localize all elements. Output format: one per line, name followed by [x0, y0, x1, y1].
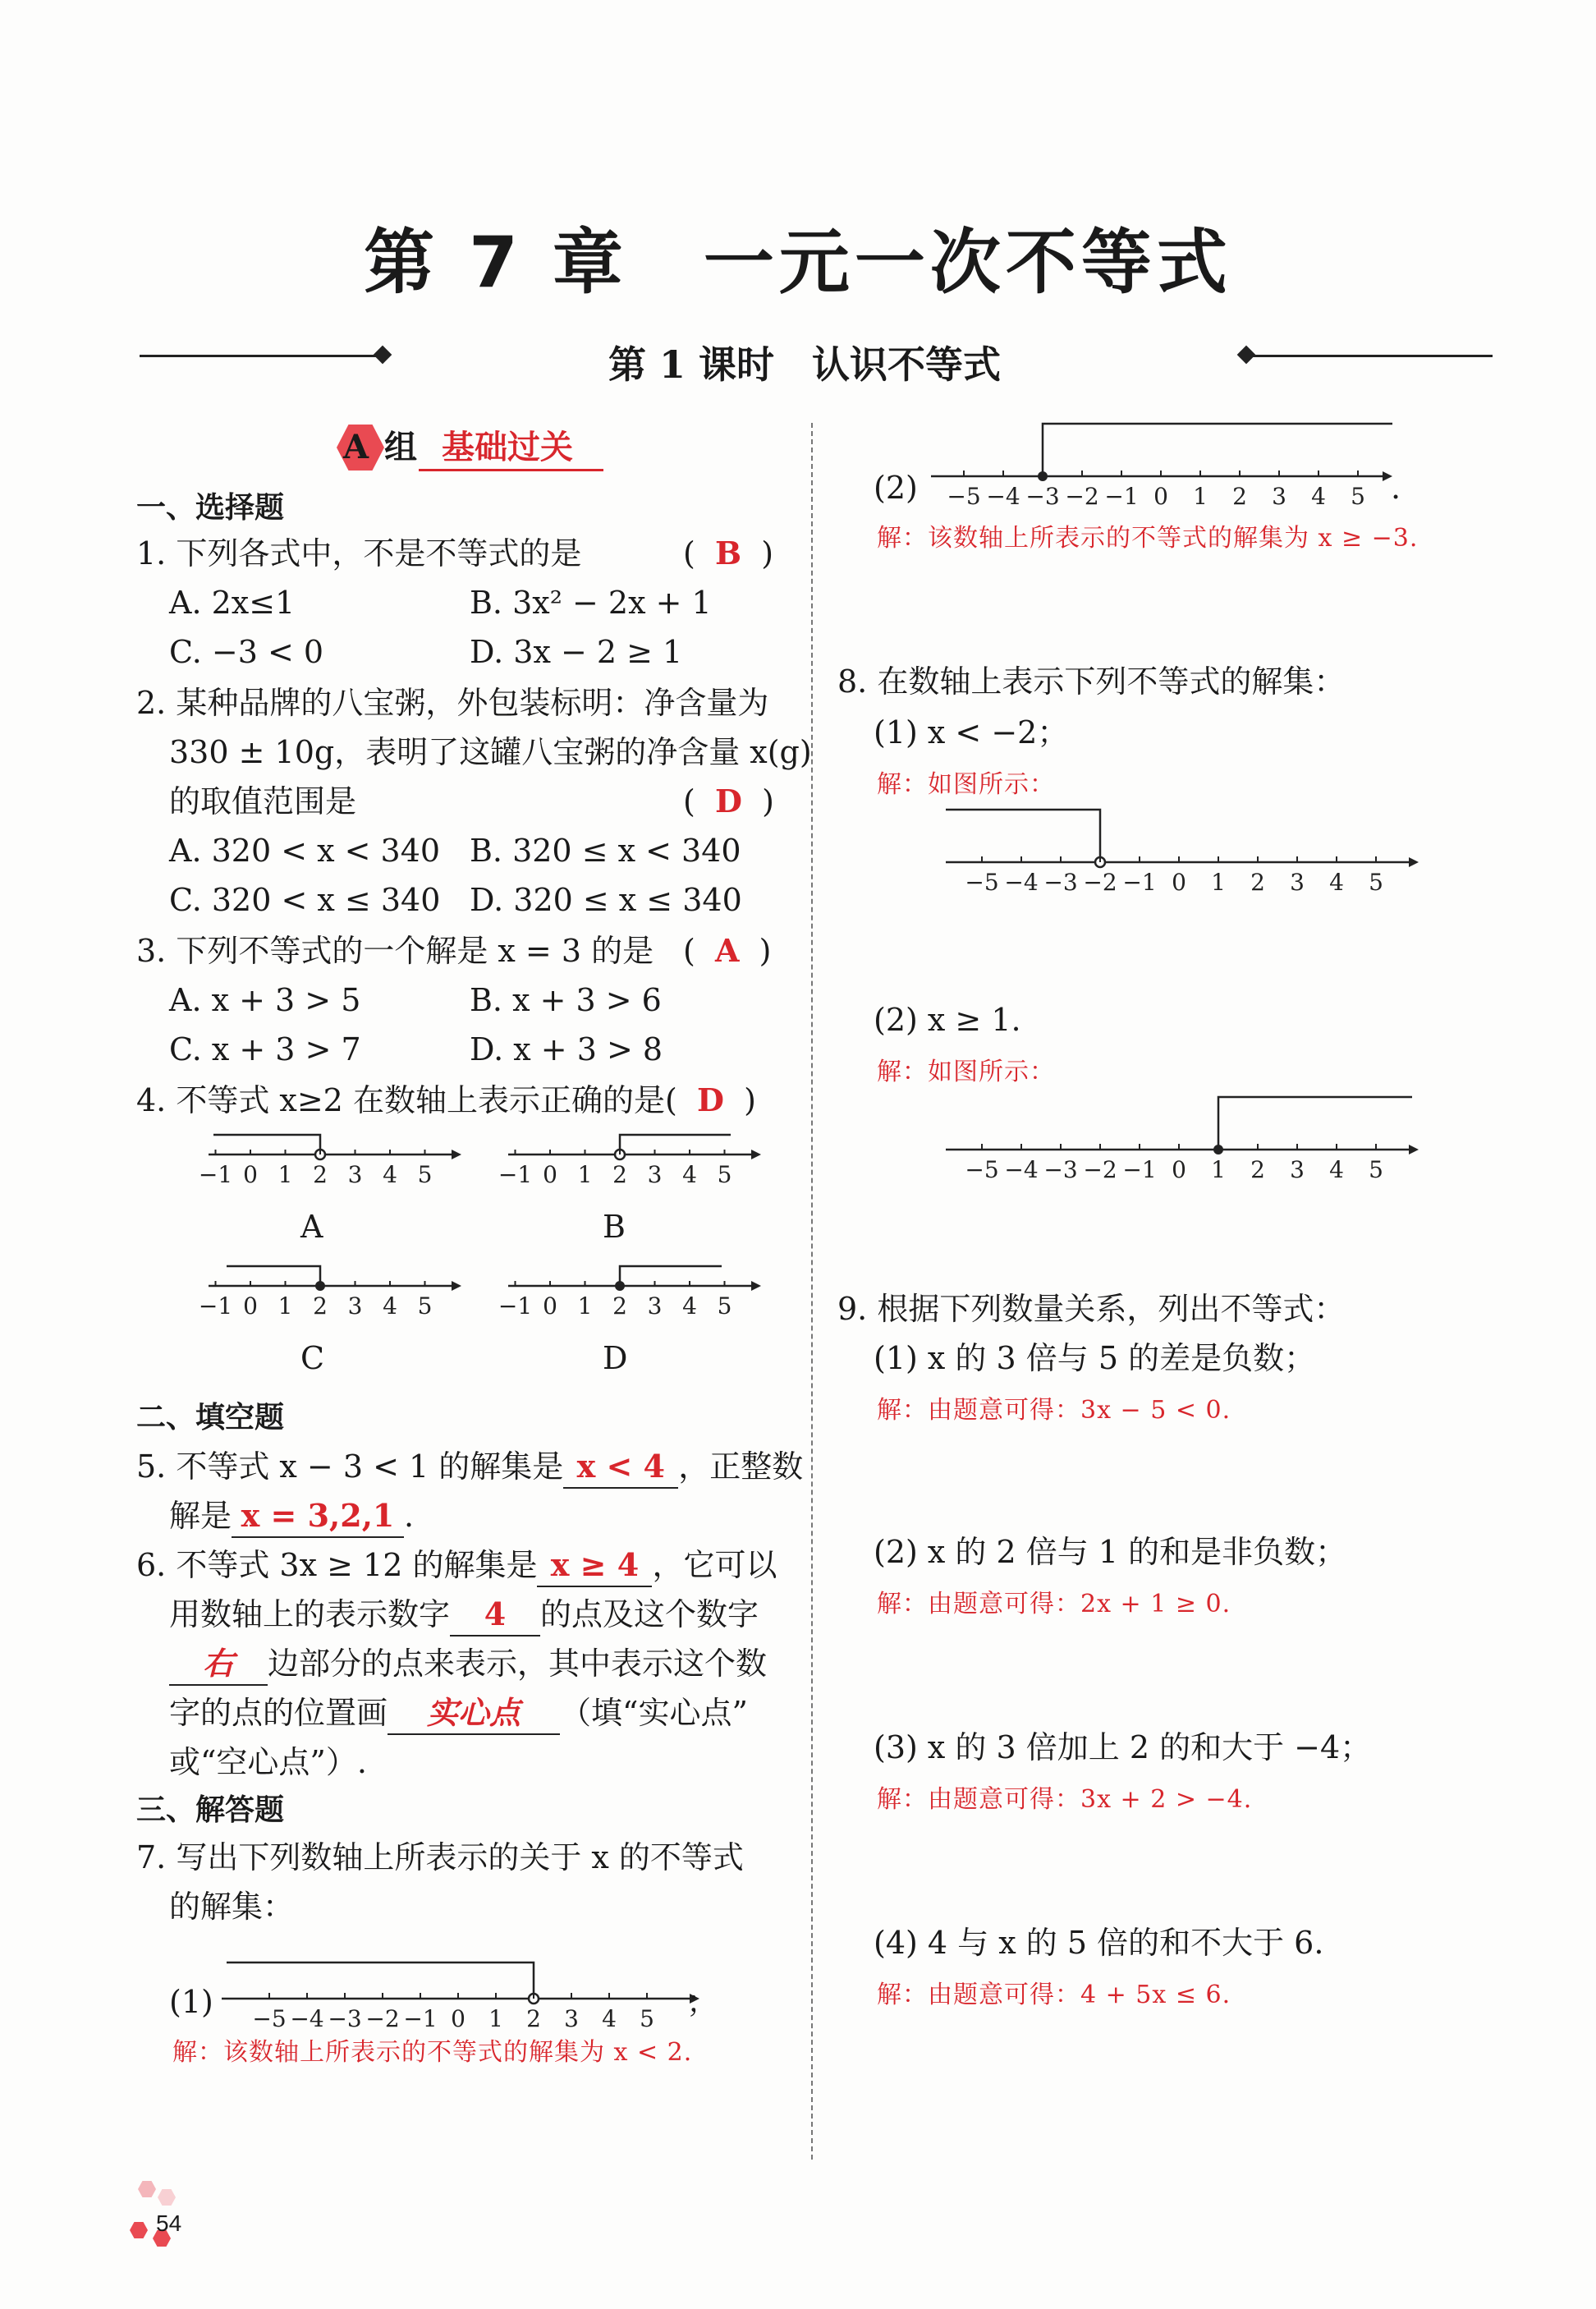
q6-pre: 6. 不等式 3x ≥ 12 的解集是 — [136, 1547, 538, 1583]
q4d-ray — [620, 1266, 722, 1286]
tick-label: −4 — [290, 2005, 324, 2032]
tick-label: 2 — [612, 1292, 627, 1320]
q4-numberline-b — [498, 1125, 759, 1191]
tick-label: 3 — [347, 1292, 363, 1320]
q4-answer: D — [696, 1081, 724, 1118]
tick-label: −1 — [198, 1292, 233, 1320]
q1-option-d: D. 3x − 2 ≥ 1 — [470, 634, 683, 670]
tick-label: −1 — [1104, 483, 1139, 510]
tick-label: 3 — [1290, 869, 1305, 896]
tick-label: 3 — [1290, 1156, 1305, 1183]
q8-numberline-1 — [941, 796, 1425, 896]
tick-label: 5 — [717, 1292, 732, 1320]
tick-label: 1 — [277, 1292, 293, 1320]
q8-part2: (2) x ≥ 1. — [874, 1002, 1021, 1038]
q7-line1: 7. 写出下列数轴上所表示的关于 x 的不等式 — [136, 1839, 744, 1875]
q7-numberline-2 — [924, 411, 1409, 510]
tick-label: 3 — [647, 1292, 663, 1320]
q4c-arrow — [452, 1281, 461, 1291]
q1-stem: 1. 下列各式中，不是不等式的是 — [136, 535, 582, 572]
tick-label: −3 — [328, 2005, 362, 2032]
q8-1-ray — [946, 810, 1100, 862]
tick-label: 2 — [1232, 483, 1247, 510]
q6-line1 — [136, 1540, 777, 1590]
tick-label: −2 — [1083, 869, 1117, 896]
q4c-ray — [227, 1266, 320, 1286]
tick-label: −2 — [1083, 1156, 1117, 1183]
tick-label: 4 — [602, 2005, 617, 2032]
lesson-rule-left — [140, 355, 386, 357]
q1-option-a: A. 2x≤1 — [169, 585, 296, 621]
q7-numberline-1 — [215, 1930, 699, 2032]
q3-stem: 3. 下列不等式的一个解是 x = 3 的是 — [136, 933, 654, 969]
q9-part3: (3) x 的 3 倍加上 2 的和大于 −4； — [874, 1729, 1372, 1765]
q4-label-c: C — [300, 1340, 325, 1376]
tick-label: 1 — [1193, 483, 1208, 510]
q7-part1-label: (1) — [169, 1984, 213, 2020]
section-fill: 二、填空题 — [136, 1401, 285, 1435]
q3-answer-paren: ( A ) — [683, 932, 772, 969]
tick-label: 5 — [417, 1161, 433, 1188]
q8-part1: (1) x < −2； — [874, 714, 1069, 751]
tick-label: −4 — [986, 483, 1020, 510]
q3-answer: A — [714, 932, 740, 969]
q4b-ray — [620, 1135, 731, 1154]
group-underline — [419, 469, 603, 471]
tick-label: −5 — [965, 1156, 999, 1183]
q9-part1: (1) x 的 3 倍与 5 的差是负数； — [874, 1340, 1316, 1376]
q6-line5: 或“空心点”）. — [169, 1744, 367, 1780]
hex-3 — [130, 2222, 148, 2238]
q5-line1 — [136, 1442, 803, 1491]
q2-line3: 的取值范围是 — [169, 783, 357, 819]
tick-label: 4 — [1329, 869, 1344, 896]
q4-stem — [136, 1076, 756, 1125]
tick-label: 5 — [717, 1161, 732, 1188]
tick-label: −2 — [1065, 483, 1099, 510]
tick-label: 2 — [526, 2005, 541, 2032]
tick-label: 3 — [647, 1161, 663, 1188]
q8-hint1: 解：如图所示： — [877, 770, 1055, 799]
q7-line2: 的解集： — [169, 1889, 295, 1925]
q6-l4a: 字的点的位置画 — [169, 1695, 388, 1731]
q4a-ray — [213, 1135, 320, 1154]
tick-label: −2 — [365, 2005, 400, 2032]
tick-label: 1 — [1211, 869, 1226, 896]
q4a-arrow — [452, 1150, 461, 1159]
q6-line4 — [169, 1688, 748, 1737]
tick-label: 4 — [682, 1292, 697, 1320]
tick-label: 1 — [277, 1161, 293, 1188]
tick-label: 2 — [313, 1292, 328, 1320]
tick-label: −1 — [498, 1161, 533, 1188]
q6-blank-direction: 右 — [169, 1643, 268, 1686]
q1-option-b: B. 3x² − 2x + 1 — [470, 585, 712, 621]
tick-label: 5 — [640, 2005, 654, 2032]
group-badge — [337, 423, 599, 472]
tick-label: 5 — [1369, 869, 1383, 896]
q6-line3 — [169, 1639, 767, 1688]
q4-numberline-c — [198, 1256, 460, 1322]
tick-label: 4 — [682, 1161, 697, 1188]
q2-option-c: C. 320 < x ≤ 340 — [169, 882, 441, 918]
page-number: 54 — [156, 2210, 182, 2236]
section-choice: 一、选择题 — [136, 491, 285, 525]
q6-l2b: 的点及这个数字 — [540, 1596, 759, 1632]
column-divider — [811, 423, 813, 2160]
tick-label: 5 — [1351, 483, 1365, 510]
q3-option-b: B. x + 3 > 6 — [470, 982, 662, 1018]
tick-label: 0 — [1172, 1156, 1186, 1183]
lesson-title: 第 1 课时 认识不等式 — [608, 342, 1002, 387]
q3-option-c: C. x + 3 > 7 — [169, 1031, 361, 1067]
tick-label: −1 — [1122, 869, 1157, 896]
tick-label: 4 — [383, 1161, 397, 1188]
q6-blank-dot: 实心点 — [388, 1692, 560, 1735]
q4-label-a: A — [300, 1209, 323, 1245]
q7-part1-end: ； — [686, 1984, 718, 2020]
q8-1-arrow — [1409, 857, 1419, 867]
tick-label: −3 — [1043, 869, 1078, 896]
section-solve: 三、解答题 — [136, 1793, 285, 1827]
q2-option-a: A. 320 < x < 340 — [169, 833, 441, 869]
group-letter: A — [343, 428, 369, 466]
tick-label: −1 — [498, 1292, 533, 1320]
q6-blank-number: 4 — [450, 1594, 540, 1636]
tick-label: 2 — [1250, 869, 1265, 896]
tick-label: 0 — [543, 1292, 557, 1320]
q5-pre: 5. 不等式 x − 3 < 1 的解集是 — [136, 1448, 564, 1485]
q4-numberline-a — [198, 1125, 460, 1191]
q4b-arrow — [751, 1150, 761, 1159]
q1-answer: B — [714, 535, 742, 572]
tick-label: −1 — [1122, 1156, 1157, 1183]
tick-label: 0 — [451, 2005, 466, 2032]
q6-l2a: 用数轴上的表示数字 — [169, 1596, 451, 1632]
q2-option-d: D. 320 ≤ x ≤ 340 — [470, 882, 742, 918]
q9-part4: (4) 4 与 x 的 5 倍的和不大于 6. — [874, 1925, 1324, 1961]
q2-line2: 330 ± 10g，表明了这罐八宝粥的净含量 x(g) — [169, 734, 812, 770]
tick-label: 2 — [313, 1161, 328, 1188]
tick-label: −4 — [1004, 869, 1039, 896]
tick-label: 1 — [1211, 1156, 1226, 1183]
q7-2-ray — [1043, 424, 1392, 476]
tick-label: 3 — [564, 2005, 579, 2032]
lesson-rule-right — [1246, 355, 1493, 357]
q5-end: . — [404, 1498, 415, 1534]
tick-label: 2 — [1250, 1156, 1265, 1183]
q7-hint2: 解：该数轴上所表示的不等式的解集为 x ≥ −3. — [877, 524, 1419, 553]
tick-label: 0 — [243, 1161, 258, 1188]
q6-mid: ，它可以 — [652, 1547, 777, 1583]
tick-label: −3 — [1043, 1156, 1078, 1183]
q5-mid: ，正整数 — [678, 1448, 804, 1485]
tick-label: 4 — [1329, 1156, 1344, 1183]
q7-part2-label: (2) — [874, 470, 918, 506]
q7-hint1: 解：该数轴上所表示的不等式的解集为 x < 2. — [172, 2038, 693, 2067]
tick-label: 2 — [612, 1161, 627, 1188]
tick-label: −4 — [1004, 1156, 1039, 1183]
tick-label: 3 — [1272, 483, 1286, 510]
tick-label: 1 — [577, 1292, 593, 1320]
group-label: 组 — [384, 428, 417, 466]
q3-option-d: D. x + 3 > 8 — [470, 1031, 663, 1067]
q4-label-b: B — [603, 1209, 626, 1245]
q8-2-arrow — [1409, 1145, 1419, 1154]
tick-label: 5 — [417, 1292, 433, 1320]
q8-2-ray — [1218, 1097, 1412, 1150]
q8-hint2: 解：如图所示： — [877, 1058, 1055, 1086]
q9-hint3: 解：由题意可得：3x + 2 > −4. — [877, 1785, 1253, 1814]
q9-part2: (2) x 的 2 倍与 1 的和是非负数； — [874, 1534, 1347, 1570]
q8-stem: 8. 在数轴上表示下列不等式的解集： — [837, 663, 1346, 700]
tick-label: 5 — [1369, 1156, 1383, 1183]
tick-label: 0 — [543, 1161, 557, 1188]
q6-l4b: （填“实心点” — [560, 1695, 748, 1731]
q4d-arrow — [751, 1281, 761, 1291]
lesson-rule-left-diamond — [374, 346, 392, 365]
tick-label: −1 — [403, 2005, 438, 2032]
tick-label: 4 — [383, 1292, 397, 1320]
tick-label: −5 — [965, 869, 999, 896]
q2-answer-paren: ( D ) — [683, 783, 774, 819]
q2-line1: 2. 某种品牌的八宝粥，外包装标明：净含量为 — [136, 685, 769, 721]
tick-label: 4 — [1311, 483, 1326, 510]
q4-numberline-d — [498, 1256, 759, 1322]
q1-option-c: C. −3 < 0 — [169, 634, 324, 670]
q6-blank-solution: x ≥ 4 — [537, 1545, 652, 1587]
q4-stem-text: 4. 不等式 x≥2 在数轴上表示正确的是( — [136, 1082, 677, 1118]
q8-numberline-2 — [941, 1084, 1425, 1183]
tick-label: −5 — [947, 483, 981, 510]
q9-stem: 9. 根据下列数量关系，列出不等式： — [837, 1291, 1346, 1327]
q7-part2-end: . — [1391, 470, 1401, 506]
q6-l3: 边部分的点来表示，其中表示这个数 — [268, 1646, 768, 1682]
q5-line2 — [169, 1491, 414, 1540]
tick-label: 1 — [488, 2005, 503, 2032]
chapter-title: 第 7 章 一元一次不等式 — [364, 222, 1232, 304]
q1-answer-paren: ( B ) — [683, 535, 774, 572]
group-name: 基础过关 — [442, 429, 573, 466]
tick-label: 3 — [347, 1161, 363, 1188]
q3-option-a: A. x + 3 > 5 — [169, 982, 361, 1018]
q4-label-d: D — [603, 1340, 628, 1376]
q9-hint2: 解：由题意可得：2x + 1 ≥ 0. — [877, 1590, 1231, 1618]
tick-label: −5 — [252, 2005, 287, 2032]
hex-1 — [138, 2181, 156, 2197]
q2-option-b: B. 320 ≤ x < 340 — [470, 833, 741, 869]
q5-blank-integers: x = 3,2,1 — [232, 1495, 404, 1538]
tick-label: 0 — [1153, 483, 1168, 510]
tick-label: 0 — [243, 1292, 258, 1320]
hex-2 — [158, 2189, 176, 2206]
q9-hint4: 解：由题意可得：4 + 5x ≤ 6. — [877, 1981, 1231, 2009]
q6-line2 — [169, 1590, 759, 1639]
q5-pre2: 解是 — [169, 1498, 232, 1534]
tick-label: 0 — [1172, 869, 1186, 896]
q9-hint1: 解：由题意可得：3x − 5 < 0. — [877, 1396, 1231, 1425]
q4-stem-close: ) — [744, 1082, 756, 1118]
q2-answer: D — [714, 783, 742, 819]
tick-label: −1 — [198, 1161, 233, 1188]
tick-label: 1 — [577, 1161, 593, 1188]
q7-1-ray — [227, 1962, 534, 1999]
tick-label: −3 — [1025, 483, 1060, 510]
q5-blank-solution: x < 4 — [563, 1446, 678, 1489]
